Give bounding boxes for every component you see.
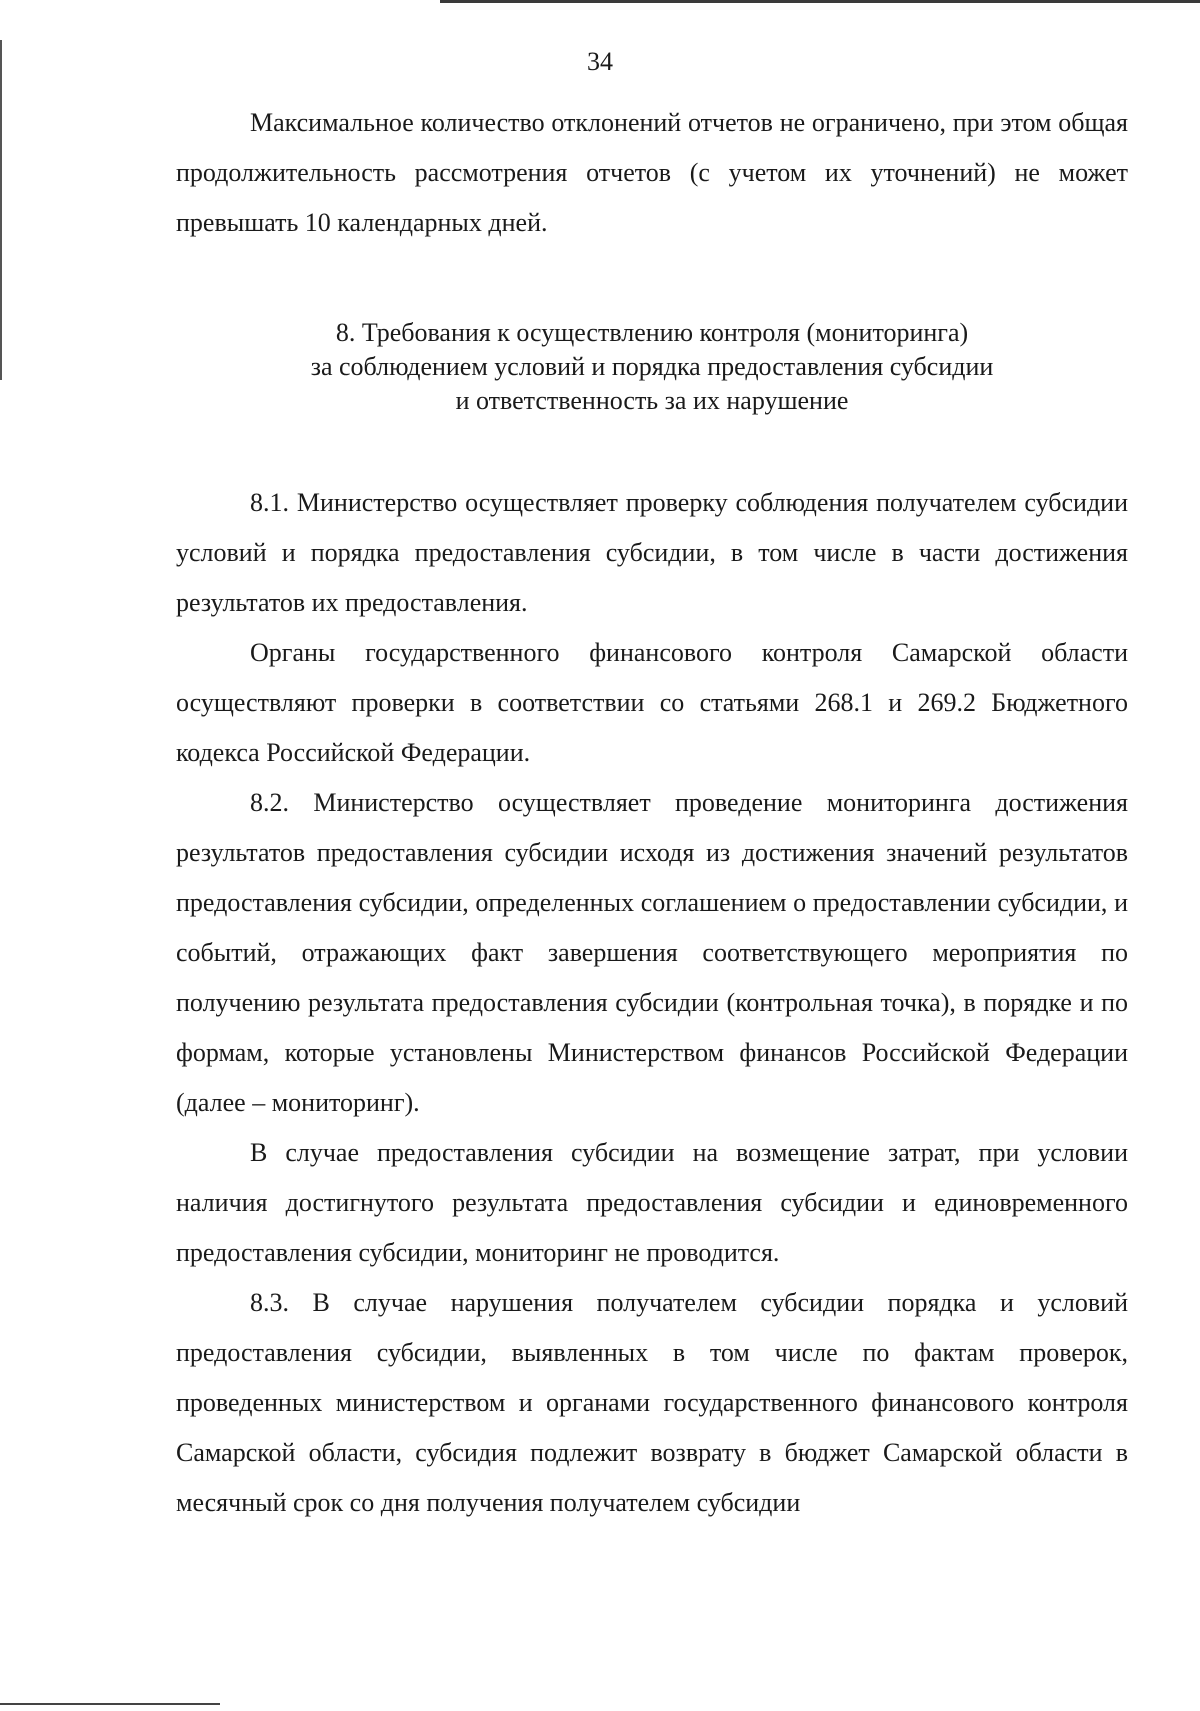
section-heading [176, 316, 1128, 418]
intro-block [176, 98, 1128, 248]
paragraph-control-organs: Органы государственного финансового контроля Самарской области осуществляют проверки в соответствии со статьями 268.1 и 269.2 Бюджетного кодекса Российской Федерации. [176, 638, 1128, 767]
section-heading-line: за соблюдением условий и порядка предоставления субсидии [310, 352, 994, 381]
section-heading-line: 8. Требования к осуществлению контроля (мониторинга) [335, 318, 969, 347]
section-body [176, 478, 1128, 1528]
section-heading-line: и ответственность за их нарушение [455, 386, 849, 415]
scan-edge-top [440, 0, 1200, 3]
scan-edge-left [0, 40, 2, 380]
scan-edge-bottom [0, 1703, 220, 1705]
intro-paragraph: Максимальное количество отклонений отчетов не ограничено, при этом общая продолжительность рассмотрения отчетов (с учетом их уточнений) не может превышать 10 календарных дней. [176, 108, 1128, 237]
paragraph-8-1: 8.1. Министерство осуществляет проверку соблюдения получателем субсидии условий и порядка предоставления субсидии, в том числе в части достижения результатов их предоставления. [176, 488, 1128, 617]
paragraph-8-2: 8.2. Министерство осуществляет проведение мониторинга достижения результатов предоставления субсидии исходя из достижения значений результатов предоставления субсидии, определенных соглашением о предоставлении субсидии, и событий, отражающих факт завершения соответствующего мероприятия по получению результата предоставления субсидии (контрольная точка), в порядке и по формам, которые установлены Министерством финансов Российской Федерации (далее – мониторинг). [176, 788, 1128, 1117]
paragraph-8-3: 8.3. В случае нарушения получателем субсидии порядка и условий предоставления субсидии, выявленных в том числе по фактам проверок, проведенных министерством и органами государственного финансового контроля Самарской области, субсидия подлежит возврату в бюджет Самарской области в месячный срок со дня получения получателем субсидии [176, 1288, 1128, 1517]
paragraph-cost-compensation: В случае предоставления субсидии на возмещение затрат, при условии наличия достигнутого результата предоставления субсидии и единовременного предоставления субсидии, мониторинг не проводится. [176, 1138, 1128, 1267]
page-number: 34 [587, 47, 613, 76]
